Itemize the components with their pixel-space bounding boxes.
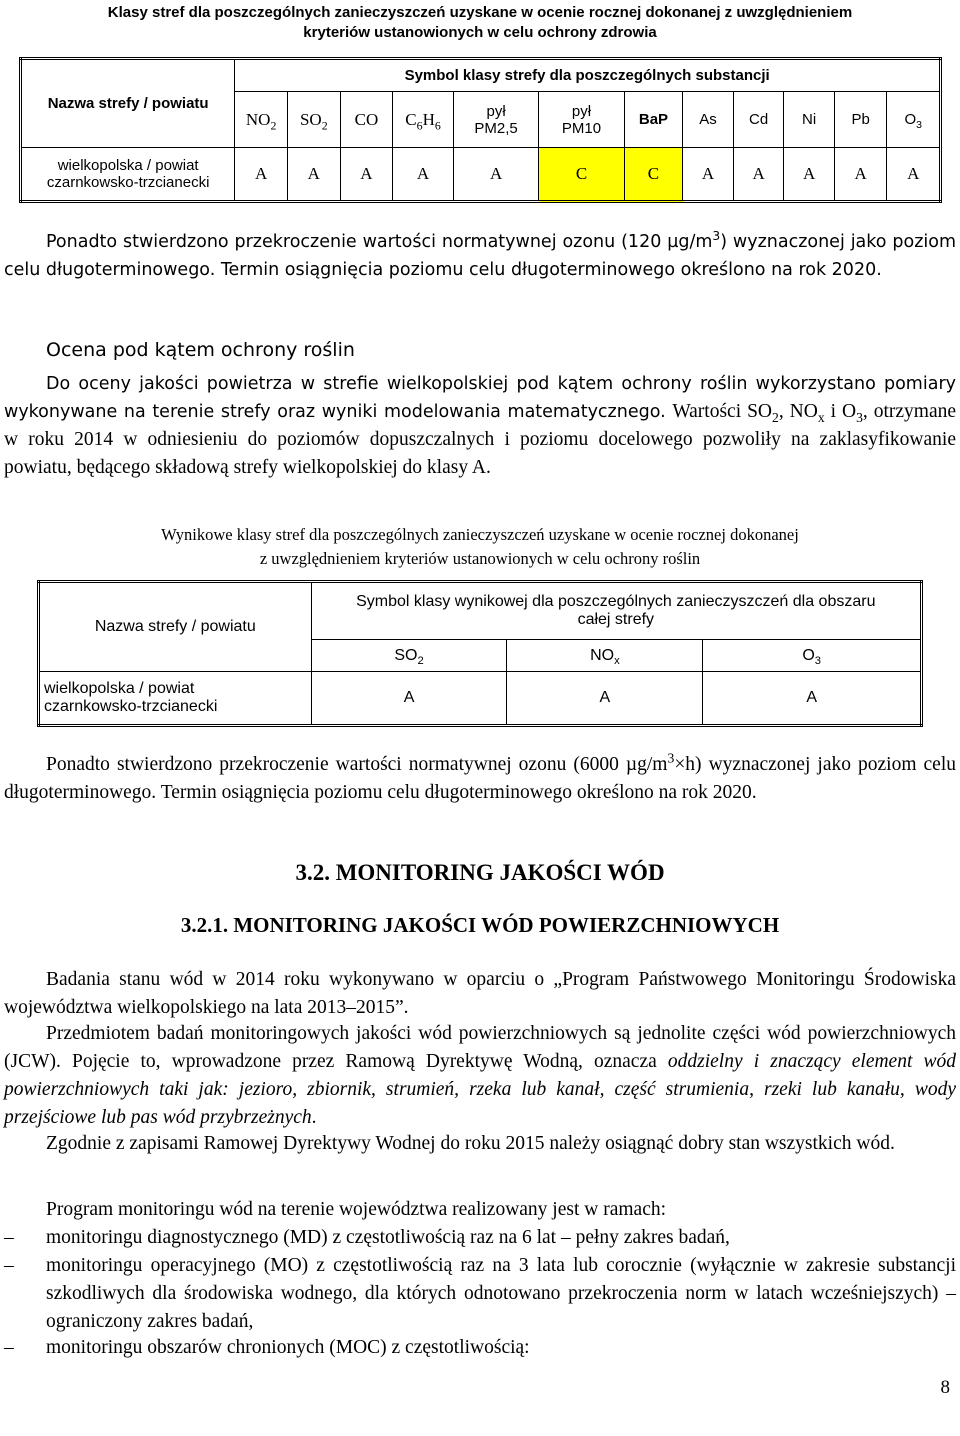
table1-substance-o3: $O_3$	[887, 92, 941, 148]
table2-row-name-line1: wielkopolska / powiat	[44, 680, 195, 697]
list-item-text: monitoringu diagnostycznego (MD) z częstotliwością raz na 6 lat – pełny zakres badań,	[46, 1227, 730, 1248]
list-dash: –	[4, 1227, 14, 1248]
list-item	[4, 1252, 956, 1336]
table1-row-name-line1: wielkopolska / powiat	[57, 157, 199, 174]
table1-col-name-header: Nazwa strefy / powiatu	[21, 59, 235, 148]
table1-substance-c6h6: $C_6H_6$	[393, 92, 454, 148]
list-item	[4, 1224, 956, 1252]
ozone-note-plants: Ponadto stwierdzono przekroczenie wartości normatywnej ozonu (6000 $\mu g/m^3\times h$) wyznaczonej jako poziom celu długoterminowego. Termin osiągnięcia poziomu celu długoterminowego określono na rok 2020.	[4, 750, 957, 803]
table1-substance-as: As	[683, 92, 734, 148]
table1-class-o3: A	[887, 148, 941, 202]
ozone-note-health: Ponadto stwierdzono przekroczenie wartości normatywnej ozonu (120 $\mu g/m^3$) wyznaczonej jako poziom celu długoterminowego. Termin osiągnięcia poziomu celu długoterminowego określono na rok 2020.	[4, 229, 956, 280]
plants-classes-table	[37, 580, 923, 727]
table1-substance-bap: BaP	[624, 92, 683, 148]
table1-substance-no2: $NO_2$	[235, 92, 288, 148]
table2-title	[0, 523, 960, 571]
table1-class-co: A	[340, 148, 393, 202]
table1-substance-pm25: pył PM2,5	[453, 92, 538, 148]
list-item-text: monitoringu obszarów chronionych (MOC) z częstotliwością:	[46, 1337, 530, 1358]
table1-substance-co: CO	[340, 92, 393, 148]
table2-substance-so2: $SO_2$	[311, 640, 507, 672]
jcw-paragraph-text: Przedmiotem badań monitoringowych jakości wód powierzchniowych są jednolite części wód powierzchniowych (JCW). Pojęcie to, wprowadzone przez Ramową Dyrektywę Wodną, oznacza	[4, 1023, 956, 1072]
table1-class-pm25: A	[453, 148, 538, 202]
table1-substance-so2: $SO_2$	[287, 92, 340, 148]
table1-row-name	[21, 148, 235, 202]
table2-class-o3: A	[703, 672, 922, 726]
heading-water-monitoring: 3.2. MONITORING JAKOŚCI WÓD	[295, 860, 665, 885]
list-item-text: monitoringu operacyjnego (MO) z częstotliwością raz na 3 lata lub corocznie (wyłącznie w zakresie substancji szkodliwych dla środowiska wodnego, dla których odnotowano przekroczenia norm w latach wcześniejszych) – ograniczony zakres badań,	[46, 1255, 956, 1332]
table1-title	[0, 3, 960, 43]
table1-class-pb: A	[834, 148, 887, 202]
table1-class-so2: A	[287, 148, 340, 202]
section-plants-heading: Ocena pod kątem ochrony roślin	[46, 339, 355, 361]
directive-paragraph: Zgodnie z zapisami Ramowej Dyrektywy Wodnej do roku 2015 należy osiągnąć dobry stan wszystkich wód.	[46, 1133, 895, 1154]
table2-substance-o3: $O_3$	[703, 640, 922, 672]
table1-title-line1: Klasy stref dla poszczególnych zanieczyszczeń uzyskane w ocenie rocznej dokonanej z uwzględnieniem	[107, 4, 853, 21]
program-paragraph: Badania stanu wód w 2014 roku wykonywano w oparciu o „Program Państwowego Monitoringu Środowiska województwa wielkopolskiego na lata 2013–2015”.	[4, 969, 956, 1018]
table1-substance-pb: Pb	[834, 92, 887, 148]
list-dash: –	[4, 1337, 14, 1358]
heading-surface-water-monitoring: 3.2.1. MONITORING JAKOŚCI WÓD POWIERZCHNIOWYCH	[180, 913, 780, 937]
table1-substance-cd: Cd	[733, 92, 784, 148]
table2-title-line1: Wynikowe klasy stref dla poszczególnych zanieczyszczeń uzyskane w ocenie rocznej dokonanej	[161, 525, 799, 544]
table2-col-name-header: Nazwa strefy / powiatu	[39, 582, 312, 672]
table1-class-no2: A	[235, 148, 288, 202]
table1-class-as: A	[683, 148, 734, 202]
plants-assessment-paragraph: Do oceny jakości powietrza w strefie wielkopolskiej pod kątem ochrony roślin wykorzystano pomiary wykonywane na terenie strefy oraz wyniki modelowania matematycznego. Wartości $SO_2$, $NO_x$ i $O_3$, otrzymane w roku 2014 w odniesieniu do poziomów dopuszczalnych i poziomu docelowego pozwoliły na zaklasyfikowanie powiatu, będącego składową strefy wielkopolskiej do klasy A.	[4, 374, 957, 478]
table2-substance-nox: $NO_x$	[507, 640, 703, 672]
table2-row-name-line2: czarnkowsko-trzcianecki	[44, 698, 218, 715]
table2-class-so2: A	[311, 672, 507, 726]
table1-class-ni: A	[784, 148, 835, 202]
table1-class-c6h6: A	[393, 148, 454, 202]
jcw-paragraph-end: .	[311, 1107, 317, 1128]
table1-substance-pm10: pył PM10	[539, 92, 624, 148]
table2-group-header: Symbol klasy wynikowej dla poszczególnych zanieczyszczeń dla obszaru całej strefy	[311, 582, 921, 640]
list-item	[4, 1334, 956, 1362]
jcw-definition: oddzielny i znaczący element wód powierzchniowych taki jak: jezioro, zbiornik, strumień, rzeka lub kanał, część strumienia, rzeki lub kanału, wody przejściowe lub pas wód przybrzeżnych	[4, 1051, 956, 1128]
table2-class-nox: A	[507, 672, 703, 726]
list-dash: –	[4, 1255, 14, 1276]
jcw-paragraph	[4, 1020, 956, 1132]
table1-title-line2: kryteriów ustanowionych w celu ochrony zdrowia	[303, 24, 657, 41]
table1-group-header: Symbol klasy strefy dla poszczególnych substancji	[235, 59, 941, 92]
program-intro-paragraph: Program monitoringu wód na terenie województwa realizowany jest w ramach:	[46, 1199, 667, 1220]
page-number: 8	[940, 1377, 950, 1398]
table1-row-name-line2: czarnkowsko-trzcianecki	[46, 174, 210, 191]
table2-title-line2: z uwzględnieniem kryteriów ustanowionych w celu ochrony roślin	[259, 549, 701, 568]
table2-row-name	[39, 672, 312, 726]
table1-class-bap: C	[624, 148, 683, 202]
table1-substance-ni: Ni	[784, 92, 835, 148]
health-classes-table	[19, 57, 942, 203]
table1-class-cd: A	[733, 148, 784, 202]
table1-class-pm10: C	[539, 148, 624, 202]
